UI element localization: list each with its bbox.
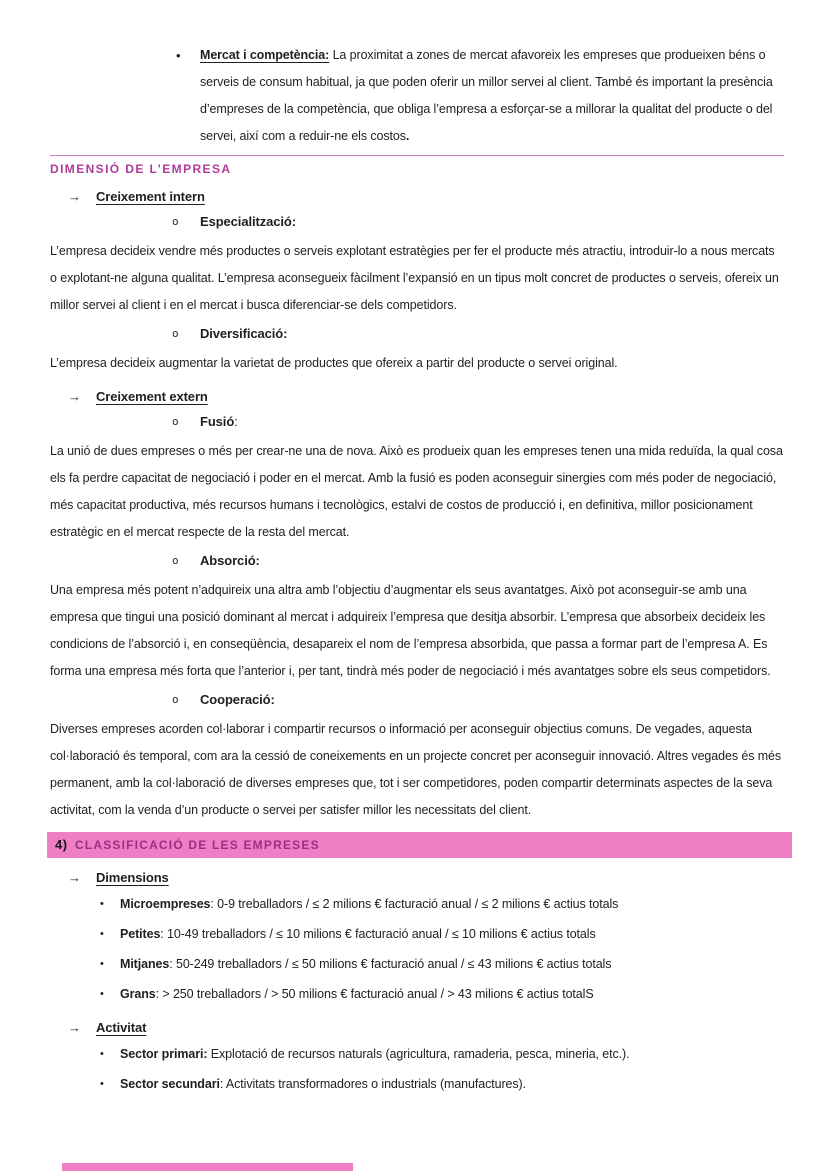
list-item-label: Diversificació:: [200, 326, 288, 341]
list-item-text: : > 250 treballadors / > 50 milions € facturació anual / > 43 milions € actius totalS: [155, 987, 594, 1001]
list-item-text: : 50-249 treballadors / ≤ 50 milions € facturació anual / ≤ 43 milions € actius totals: [169, 957, 612, 971]
list-item-especialitzacio: [50, 212, 784, 232]
list-item-label: Especialització:: [200, 214, 296, 229]
list-item-absorcio: [50, 551, 784, 571]
list-item-lead: Microempreses: [120, 897, 211, 911]
section-heading-classificacio: [47, 832, 792, 858]
list-item-text: : 0-9 treballadors / ≤ 2 milions € facturació anual / ≤ 2 milions € actius totals: [210, 897, 619, 911]
list-item-petites: [50, 921, 784, 948]
list-item-fusio: [50, 412, 784, 432]
list-item-sector-secundari: [50, 1071, 784, 1098]
section-title: CLASSIFICACIÓ DE LES EMPRESES: [74, 838, 320, 852]
bullet-icon: •: [100, 1078, 104, 1090]
list-item-creixement-intern: [50, 187, 784, 207]
arrow-icon: →: [68, 189, 81, 204]
list-item-label: Activitat: [96, 1020, 147, 1035]
bullet-icon: •: [100, 958, 104, 970]
circle-bullet-icon: o: [172, 327, 179, 340]
list-item-label: Fusió: [200, 414, 235, 429]
list-item-lead: Sector primari:: [120, 1047, 208, 1061]
section-number: 4): [55, 837, 68, 852]
list-item-text: : Activitats transformadores o industrials (manufactures).: [219, 1077, 526, 1091]
list-item-label: Creixement intern: [96, 189, 205, 204]
list-item-sector-primari: [50, 1041, 784, 1068]
list-item-activitat: [50, 1018, 784, 1038]
section-divider: [50, 155, 784, 156]
list-item-diversificacio: [50, 324, 784, 344]
arrow-icon: →: [68, 1020, 81, 1035]
list-item-lead: Grans: [120, 987, 156, 1001]
list-item-label: Dimensions: [96, 870, 169, 885]
list-item-label: Cooperació:: [200, 692, 275, 707]
list-item-label: Absorció:: [200, 553, 260, 568]
paragraph-fusio: La unió de dues empreses o més per crear-ne una de nova. Això es produeix quan les empreses tenen una mida reduïda, la qual cosa els fa perdre capacitat de negociació i poder en el mercat. Amb la fusió es poden aconseguir sinergies com més poder de negociació, més capacitat productiva, més recursos humans i tecnològics, estalvi de costos de producció i, en definitiva, millor posicionament estratègic en el mercat respecte de la resta del mercat.: [50, 444, 783, 539]
list-item-creixement-extern: [50, 387, 784, 407]
list-item-dimensions: [50, 868, 784, 888]
bullet-item-mercat-competencia: [50, 42, 784, 150]
circle-bullet-icon: o: [172, 693, 179, 706]
bullet-body: La proximitat a zones de mercat afavoreix les empreses que produeixen béns o serveis de consum habitual, ja que poden oferir un millor servei al client. També és important la presència d’empreses de la competència, que obliga l’empresa a esforçar-se a millorar la qualitat del producte o del servei, així com a reduir-ne els costos: [200, 48, 773, 143]
list-item-grans: [50, 981, 784, 1008]
bullet-icon: •: [100, 928, 104, 940]
bullet-text: [200, 42, 784, 150]
arrow-icon: →: [68, 389, 81, 404]
next-section-band-partial: [62, 1163, 353, 1171]
list-item-microempreses: [50, 891, 784, 918]
circle-bullet-icon: o: [172, 215, 179, 228]
bullet-icon: •: [176, 48, 181, 63]
list-item-lead: Sector secundari: [120, 1077, 220, 1091]
list-item-lead: Petites: [120, 927, 161, 941]
list-item-label: Creixement extern: [96, 389, 208, 404]
bullet-lead: Mercat i competència:: [200, 48, 330, 62]
paragraph-especialitzacio: L’empresa decideix vendre més productes o serveis explotant estratègies per fer el producte més atractiu, introduir-lo a nous mercats o explotant-ne alguna qualitat. L’empresa aconsegueix fàcilment l’expansió en un tipus molt concret de productes o serveis, ofereix un millor servei al client i en el mercat i busca diferenciar-se dels competidors.: [50, 244, 779, 312]
list-item-lead: Mitjanes: [120, 957, 170, 971]
arrow-icon: →: [68, 870, 81, 885]
bullet-icon: •: [100, 898, 104, 910]
section-heading-dimensio: DIMENSIÓ DE L’EMPRESA: [50, 162, 232, 176]
circle-bullet-icon: o: [172, 554, 179, 567]
paragraph-diversificacio: L’empresa decideix augmentar la varietat de productes que ofereix a partir del producte o servei original.: [50, 356, 618, 370]
list-item-mitjanes: [50, 951, 784, 978]
list-item-cooperacio: [50, 690, 784, 710]
paragraph-cooperacio: Diverses empreses acorden col·laborar i compartir recursos o informació per aconseguir objectius comuns. De vegades, aquesta col·laboració és temporal, com ara la cessió de coneixements en un projecte concret per aconseguir innovació. Altres vegades és més permanent, amb la col·laboració de diverses empreses que, tot i ser competidores, poden compartir determinats aspectes de la seva activitat, com la venda d’un producte o servei per satisfer millor les necessitats del client.: [50, 722, 782, 817]
list-item-text: : 10-49 treballadors / ≤ 10 milions € facturació anual / ≤ 10 milions € actius totals: [160, 927, 596, 941]
bullet-icon: •: [100, 988, 104, 1000]
paragraph-absorcio: Una empresa més potent n’adquireix una altra amb l’objectiu d’augmentar els seus avantatges. Això pot aconseguir-se amb una empresa que tingui una posició dominant al mercat i adquireix l’empresa que desitja absorbir. L’empresa que absorbeix decideix les condicions de l’absorció i, en conseqüència, desapareix el nom de l’empresa absorbida, que passa a formar part de l’empresa A. Es forma una empresa més forta que l’anterior i, per tant, tindrà més poder de negociació i més avantatges sobre els seus competidors.: [50, 583, 771, 678]
bullet-icon: •: [100, 1048, 104, 1060]
bullet-tail: .: [405, 129, 410, 143]
list-item-text: Explotació de recursos naturals (agricultura, ramaderia, pesca, mineria, etc.).: [207, 1047, 630, 1061]
list-item-colon: :: [234, 414, 238, 429]
circle-bullet-icon: o: [172, 415, 179, 428]
